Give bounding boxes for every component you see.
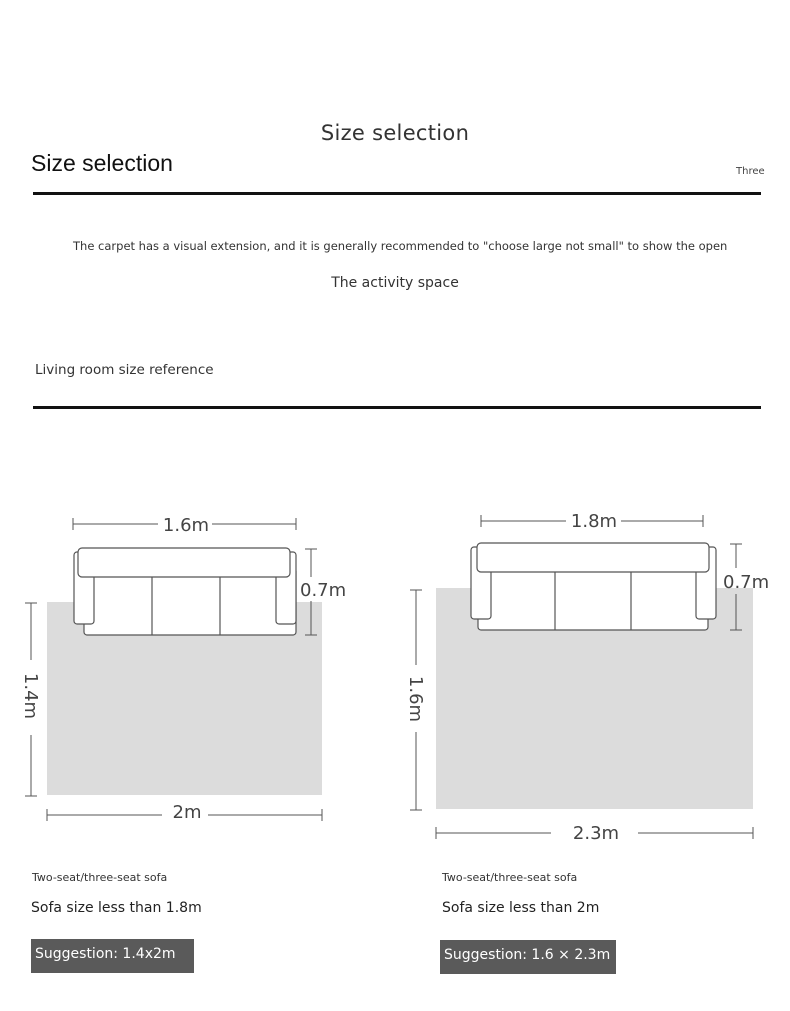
rug-height-label: 1.6m: [405, 675, 426, 723]
sofa-icon: [471, 543, 716, 630]
sofa-size-label: Sofa size less than 2m: [442, 900, 600, 916]
section-heading: Size selection: [31, 150, 173, 176]
top-divider: [33, 192, 761, 195]
reference-divider: [33, 406, 761, 409]
page-title: Size selection: [320, 121, 470, 145]
description-line-2: The activity space: [331, 275, 459, 291]
sofa-size-label: Sofa size less than 1.8m: [31, 900, 202, 916]
description-line-1: The carpet has a visual extension, and it is generally recommended to "choose large not small" to show the open: [73, 239, 728, 253]
width-label: 1.8m: [570, 511, 618, 532]
sofa-type-label: Two-seat/three-seat sofa: [442, 871, 578, 884]
suggestion-badge: Suggestion: 1.6 × 2.3m: [440, 940, 616, 974]
rug-height-label: 1.4m: [20, 672, 41, 720]
width-label: 1.6m: [162, 515, 210, 536]
sofa-type-label: Two-seat/three-seat sofa: [32, 871, 168, 884]
depth-label: 0.7m: [300, 580, 347, 601]
rug-width-label: 2.3m: [572, 823, 620, 844]
suggestion-badge: Suggestion: 1.4x2m: [31, 939, 194, 973]
reference-label: Living room size reference: [35, 362, 214, 378]
rug-width-label: 2m: [172, 802, 202, 823]
layout-diagram-large: [395, 500, 790, 850]
corner-tag: Three: [736, 166, 765, 177]
layout-diagram-small: [0, 500, 395, 840]
depth-label: 0.7m: [723, 572, 770, 593]
sofa-icon: [74, 548, 296, 635]
